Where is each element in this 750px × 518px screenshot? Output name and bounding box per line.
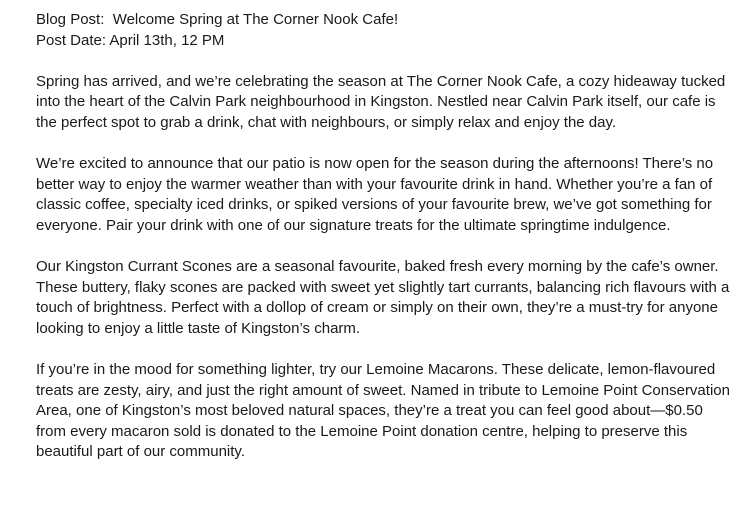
- post-date: Post Date: April 13th, 12 PM: [36, 31, 225, 49]
- paragraph-scones: Our Kingston Currant Scones are a seasonal favourite, baked fresh every morning by the cafe’s owner. These buttery, flaky scones are packed with sweet yet slightly tart currants, balancing rich flavours with a touch of brightness. Perfect with a dollop of cream or simply on their own, they’re a must-try for anyone looking to enjoy a little taste of Kingston’s charm.: [36, 258, 730, 337]
- paragraph-intro: Spring has arrived, and we’re celebrating the season at The Corner Nook Cafe, a cozy hideaway tucked into the heart of the Calvin Park neighbourhood in Kingston. Nestled near Calvin Park itself, our cafe is the perfect spot to grab a drink, chat with neighbours, or simply relax and enjoy the day.: [36, 72, 726, 131]
- paragraph-patio: We’re excited to announce that our patio is now open for the season during the afternoons! There’s no better way to enjoy the warmer weather than with your favourite drink in hand. Whether you’re a fan of classic coffee, specialty iced drinks, or spiked versions of your favourite brew, we’ve got something for everyone. Pair your drink with one of our signature treats for the ultimate springtime indulgence.: [36, 155, 714, 234]
- paragraph-macarons: If you’re in the mood for something lighter, try our Lemoine Macarons. These delicate, lemon-flavoured treats are zesty, airy, and just the right amount of sweet. Named in tribute to Lemoine Point Conservation Area, one of Kingston’s most beloved natural spaces, they’re a treat you can feel good about—$0.50 from every macaron sold is donated to the Lemoine Point donation centre, helping to preserve this beautiful part of our community.: [36, 361, 730, 461]
- blog-post-document: [36, 10, 736, 463]
- post-title: Blog Post: Welcome Spring at The Corner Nook Cafe!: [36, 11, 399, 28]
